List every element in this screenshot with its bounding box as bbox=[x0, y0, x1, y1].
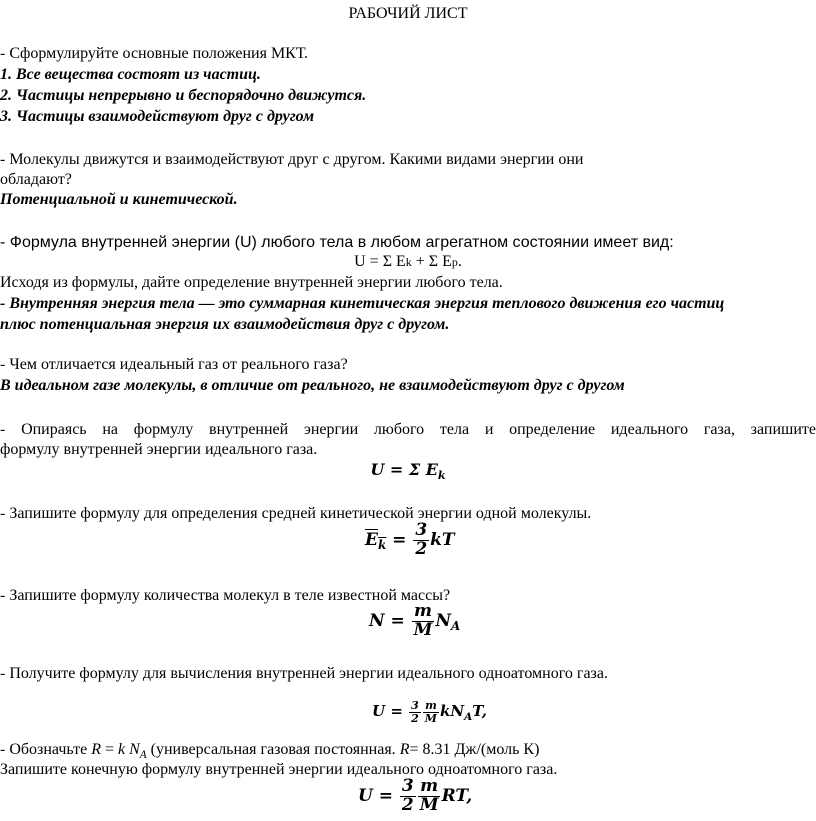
question-energy-types-line1: - Молекулы движутся и взаимодействуют друг с другом. Какими видами энергии они bbox=[0, 151, 584, 168]
formula-molecule-count: N = $\frac{m}{M}$ $N_A$ bbox=[369, 601, 461, 640]
task-define-energy: Исходя из формулы, дайте определение внутренней энергии любого тела. bbox=[0, 274, 503, 291]
formula-kinetic-energy: $E_k$ = $\frac{3}{2}$ kT bbox=[365, 520, 455, 559]
gas-constant-line: - Обозначьте R = k $N_A$ (универсальная газовая постоянная. R= 8.31 Дж/(моль К) bbox=[0, 741, 540, 761]
question-mkt: - Сформулируйте основные положения МКТ. bbox=[0, 45, 309, 62]
answer-mkt-2: 2. Частицы непрерывно и беспорядочно движутся. bbox=[0, 87, 367, 104]
page-title: РАБОЧИЙ ЛИСТ bbox=[348, 5, 468, 22]
question-energy-types-line2: обладают? bbox=[0, 171, 72, 188]
task-final-formula: Запишите конечную формулу внутренней энергии идеального одноатомного газа. bbox=[0, 761, 558, 778]
question-ideal-gas-energy-line1: - Опираясь на формулу внутренней энергии любого тела и определение идеального газа, запишите bbox=[0, 421, 816, 438]
formula-ideal-gas-energy: U = Σ $E_k$ bbox=[370, 460, 446, 482]
answer-mkt-1: 1. Все вещества состоят из частиц. bbox=[0, 66, 261, 83]
answer-define-energy-line1: - Внутренняя энергия тела — это суммарная кинетическая энергия теплового движения его частиц bbox=[0, 295, 725, 312]
formula-internal-energy: U = Σ Ek + Σ Ep. bbox=[354, 253, 462, 270]
answer-mkt-3: 3. Частицы взаимодействуют друг с другом bbox=[0, 108, 315, 125]
question-ideal-gas-energy-line2: формулу внутренней энергии идеального газа. bbox=[0, 441, 318, 458]
answer-ideal-gas: В идеальном газе молекулы, в отличие от реального, не взаимодействуют друг с другом bbox=[0, 377, 625, 394]
formula-final-energy: U = $\frac{3}{2}$ $\frac{m}{M}$ RT, bbox=[358, 776, 473, 815]
question-kinetic-energy: - Запишите формулу для определения средней кинетической энергии одной молекулы. bbox=[0, 505, 592, 522]
question-internal-energy: - Формула внутренней энергии (U) любого тела в любом агрегатном состоянии имеет вид: bbox=[0, 234, 674, 251]
answer-define-energy-line2: плюс потенциальная энергия их взаимодействия друг с другом. bbox=[0, 316, 450, 333]
question-monatomic-energy: - Получите формулу для вычисления внутренней энергии идеального одноатомного газа. bbox=[0, 665, 608, 682]
question-molecule-count: - Запишите формулу количества молекул в теле известной массы? bbox=[0, 587, 451, 604]
answer-energy-types: Потенциальной и кинетической. bbox=[0, 191, 238, 208]
question-ideal-gas: - Чем отличается идеальный газ от реального газа? bbox=[0, 356, 348, 373]
formula-monatomic-energy: U = $\frac{3}{2}$ $\frac{m}{M}$ $kN_AT$, bbox=[372, 699, 487, 725]
